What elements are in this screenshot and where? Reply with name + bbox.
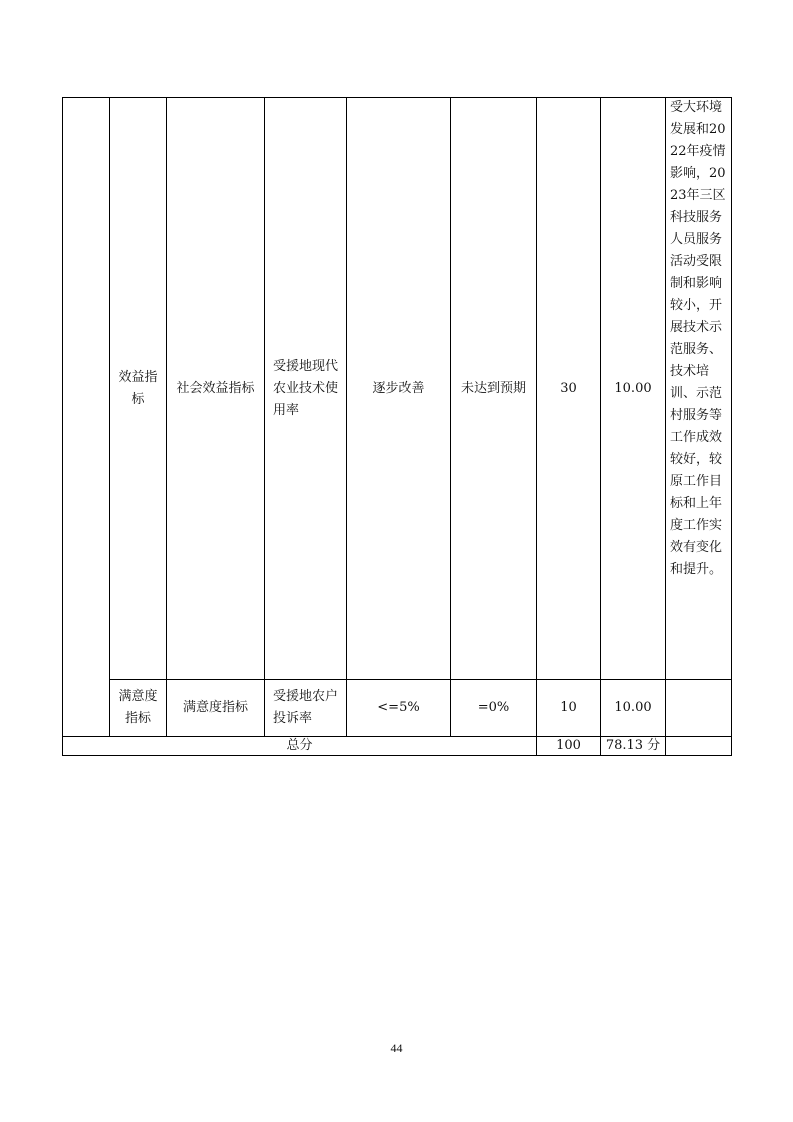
total-weight-cell: 100 xyxy=(556,738,581,753)
total-remark-cell xyxy=(666,737,731,755)
satisfaction-target-cell: <=5% xyxy=(377,700,420,715)
benefit-target-cell: 逐步改善 xyxy=(372,380,425,396)
satisfaction-indicator-cell: 受援地农户投诉率 xyxy=(273,689,339,726)
table-border-left xyxy=(62,97,63,756)
benefit-category-cell: 效益指标 xyxy=(118,369,158,407)
satisfaction-subcategory-cell: 满意度指标 xyxy=(182,700,248,715)
benefit-indicator-cell: 受援地现代农业技术使用率 xyxy=(273,358,339,418)
benefit-subcategory-cell: 社会效益指标 xyxy=(176,380,255,396)
benefit-weight-cell: 30 xyxy=(560,380,577,396)
satisfaction-actual-cell: =0% xyxy=(477,700,510,715)
satisfaction-score-cell: 10.00 xyxy=(614,700,652,715)
table-border-right xyxy=(731,97,732,756)
satisfaction-category-cell: 满意度指标 xyxy=(118,689,158,726)
benefit-actual-cell: 未达到预期 xyxy=(460,380,526,396)
total-score-cell: 78.13 分 xyxy=(605,738,661,753)
benefit-remark-cell: 受大环境发展和2022年疫情影响，2023年三区科技服务人员服务活动受限制和影响较小，开展技术示范服务、技术培训、示范村服务等工作成效较好，较原工作目标和上年度工作实效有变化和提升。 xyxy=(670,100,726,577)
performance-table xyxy=(62,97,732,756)
total-label-cell: 总分 xyxy=(286,738,313,753)
satisfaction-remark-cell xyxy=(666,680,731,736)
satisfaction-weight-cell: 10 xyxy=(560,700,577,715)
page-number: 44 xyxy=(390,1041,403,1055)
benefit-score-cell: 10.00 xyxy=(614,380,652,396)
